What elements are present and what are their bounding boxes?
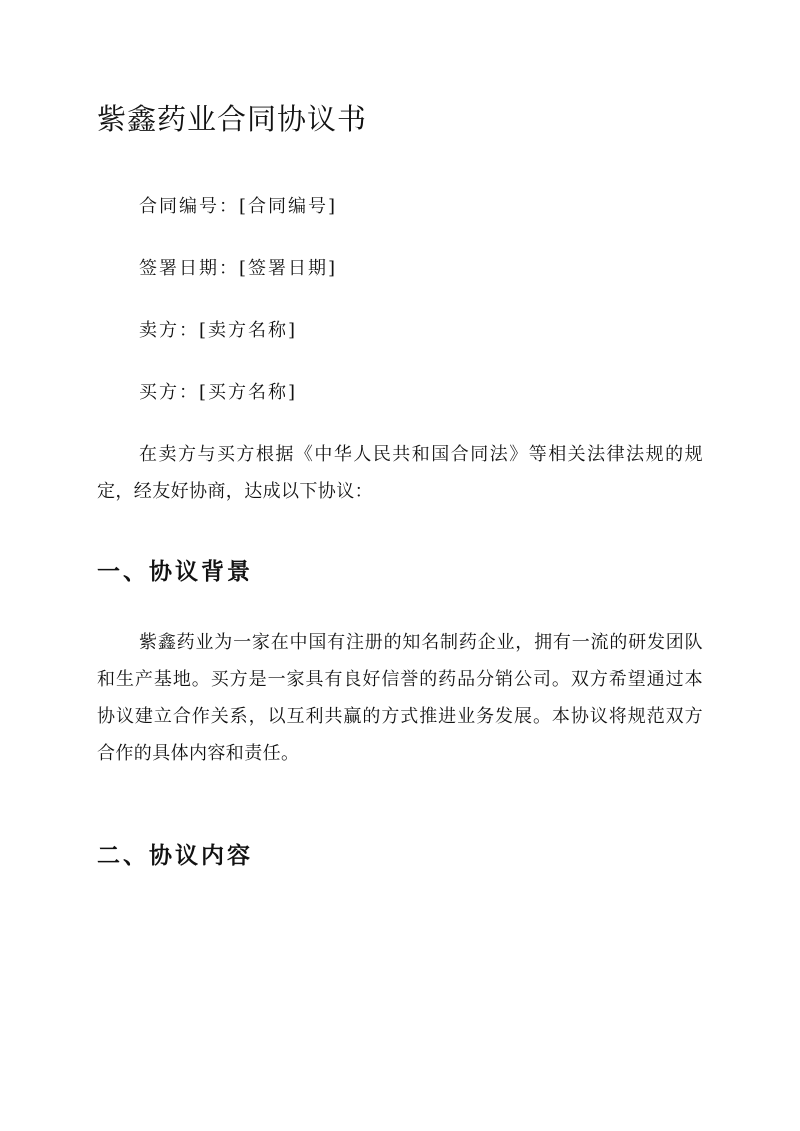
contract-number-line: 合同编号：[合同编号]: [139, 196, 338, 217]
document-title: 紫鑫药业合同协议书: [97, 102, 368, 136]
seller-line: 卖方：[卖方名称]: [139, 320, 298, 341]
intro-paragraph: 在卖方与买方根据《中华人民共和国合同法》等相关法律法规的规定，经友好协商，达成以下协议：: [97, 444, 703, 502]
sign-date-line: 签署日期：[签署日期]: [139, 258, 338, 279]
section-body-background: 紫鑫药业为一家在中国有注册的知名制药企业，拥有一流的研发团队和生产基地。买方是一家具有良好信誉的药品分销公司。双方希望通过本协议建立合作关系，以互利共赢的方式推进业务发展。本协议将规范双方合作的具体内容和责任。: [97, 632, 703, 764]
section-heading-content: 二、协议内容: [97, 842, 253, 869]
section-heading-background: 一、协议背景: [97, 558, 253, 585]
buyer-line: 买方：[买方名称]: [139, 382, 298, 403]
